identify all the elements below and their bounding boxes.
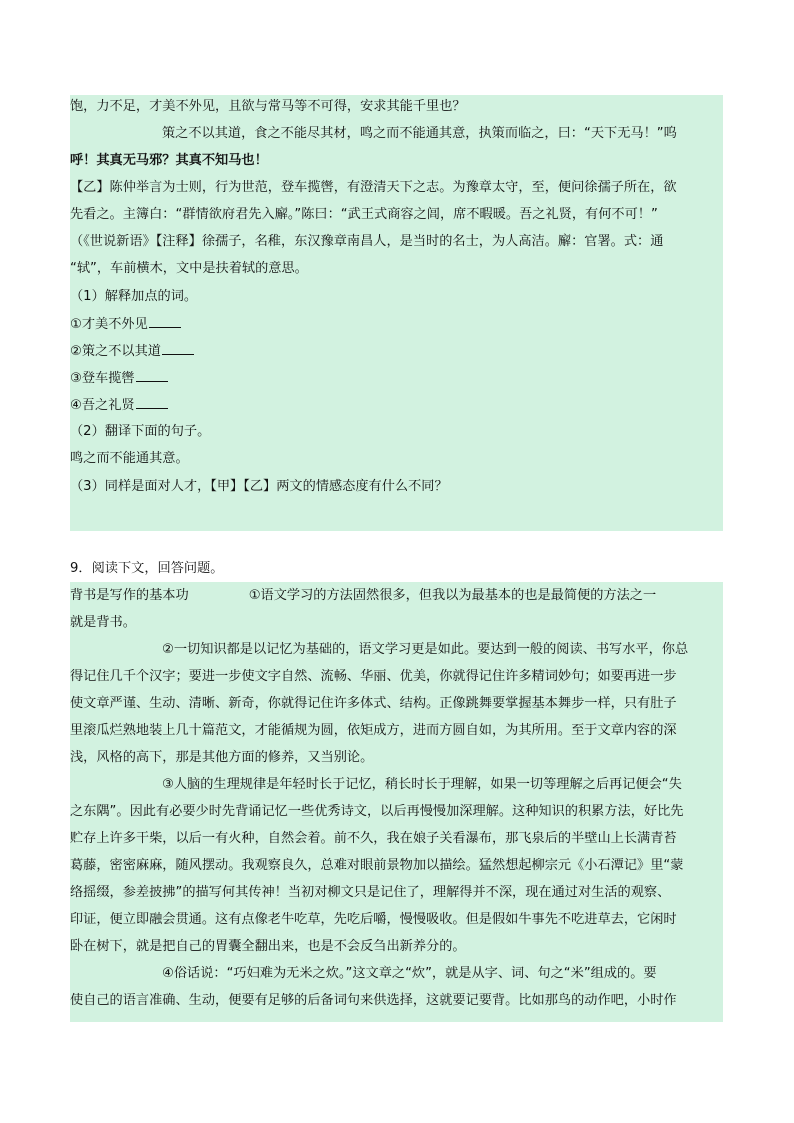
paragraph-2-line-3: 使文章严谨、生动、清晰、新奇，你就得记住许多体式、结构。正像跳舞要掌握基本舞步一样，只有肚子 [70, 696, 677, 711]
paragraph-3-line-3: 贮存上许多干柴，以后一有火种，自然会着。前不久，我在娘子关看瀑布，那飞泉后的半壁山上长满青苔 [70, 831, 677, 846]
question-2-sentence: 鸣之而不能通其意。 [70, 451, 189, 466]
paragraph-3-line-5: 络摇缀，参差披拂”的描写何其传神！当初对柳文只是记住了，理解得并不深，现在通过对生活的观察、 [70, 885, 671, 900]
paragraph-2-line-5: 浅，风格的高下，那是其他方面的修养，又当别论。 [70, 750, 374, 765]
paragraph-2-line-2: 得记住几千个汉字；要进一步使文字自然、流畅、华丽、优美，你就得记住许多精词妙句；如要再进一步 [70, 669, 677, 684]
paragraph-3-line-2: 之东隅”。因此有必要少时先背诵记忆一些优秀诗文，以后再慢慢加深理解。这种知识的积累方法，好比先 [70, 804, 684, 819]
paragraph-4-line-2: 使自己的语言准确、生动，便要有足够的后备词句来供选择，这就要记要背。比如那鸟的动作吧，小时作 [70, 993, 677, 1008]
item-label: ②策之不以其道 [70, 344, 161, 359]
paragraph-3-line-4: 葛藤，密密麻麻，随风摆动。我观察良久，总难对眼前景物加以描绘。猛然想起柳宗元《小石潭记》里“蒙 [70, 858, 684, 873]
question-3-title: （3）同样是面对人才，【甲】【乙】两文的情感态度有什么不同？ [70, 479, 448, 494]
paragraph-3-line-6: 印证，便立即融会贯通。这有点像老牛吃草，先吃后嚼，慢慢吸收。但是假如牛事先不吃进草去，它闲时 [70, 912, 677, 927]
question-1-item-3 [70, 370, 723, 387]
paragraph-2-line-1: ②一切知识都是以记忆为基础的，语文学习更是如此。要达到一般的阅读、书写水平，你总 [162, 642, 689, 657]
question-1-item-2 [70, 343, 723, 360]
question-1-item-4 [70, 397, 723, 414]
passage-b-line-2: 先看之。主簿白：“群情欲府君先入廨。”陈曰：“武王式商容之闾，席不暇暖。吾之礼贤，有何不可！” [70, 207, 658, 222]
question-2-title: （2）翻译下面的句子。 [70, 424, 211, 439]
passage-b-line-3: （《世说新语》【注释】徐孺子，名稚，东汉豫章南昌人，是当时的名士，为人高洁。廨：官署。式：通 [70, 234, 664, 249]
answer-blank[interactable] [136, 397, 168, 409]
paragraph-3-line-1: ③人脑的生理规律是年轻时长于记忆，稍长时长于理解，如果一切等理解之后再记便会“失 [162, 777, 682, 792]
question-1-title: （1）解释加点的词。 [70, 289, 198, 304]
article-title-line [70, 588, 723, 604]
passage-a-line-2: 策之不以其道，食之不能尽其材，鸣之而不能通其意，执策而临之，曰：“天下无马！”呜 [162, 126, 677, 141]
item-label: ①才美不外见 [70, 317, 148, 332]
item-label: ④吾之礼贤 [70, 398, 135, 413]
paragraph-3-line-7: 卧在树下，就是把自己的胃囊全翻出来，也是不会反刍出新养分的。 [70, 939, 466, 954]
paragraph-1-line-2: 就是背书。 [70, 615, 136, 630]
question-9-title: 9．阅读下文，回答问题。 [70, 561, 224, 576]
passage-a-line-1: 饱，力不足，才美不外见，且欲与常马等不可得，安求其能千里也？ [70, 99, 466, 114]
answer-blank[interactable] [162, 343, 194, 355]
passage-b-line-4: “轼”，车前横木，文中是扶着轼的意思。 [70, 261, 308, 276]
paragraph-2-line-4: 里滚瓜烂熟地装上几十篇范文，才能循规为圆，依矩成方，进而方圆自如，为其所用。至于文章内容的深 [70, 723, 677, 738]
passage-b-line-1: 【乙】陈仲举言为士则，行为世范，登车揽辔，有澄清天下之志。为豫章太守，至，便问徐孺子所在，欲 [70, 180, 677, 195]
item-label: ③登车揽辔 [70, 371, 135, 386]
answer-blank[interactable] [149, 316, 181, 328]
paragraph-4-line-1: ④俗话说：“巧妇难为无米之炊。”这文章之“炊”，就是从字、词、句之“米”组成的。要 [162, 966, 657, 981]
article-title: 背书是写作的基本功 [70, 588, 189, 603]
answer-blank[interactable] [136, 370, 168, 382]
question-1-item-1 [70, 316, 723, 333]
passage-a-line-3: 呼！其真无马邪？其真不知马也！ [70, 153, 268, 168]
paragraph-1-start: ①语文学习的方法固然很多，但我以为最基本的也是最简便的方法之一 [248, 588, 657, 603]
